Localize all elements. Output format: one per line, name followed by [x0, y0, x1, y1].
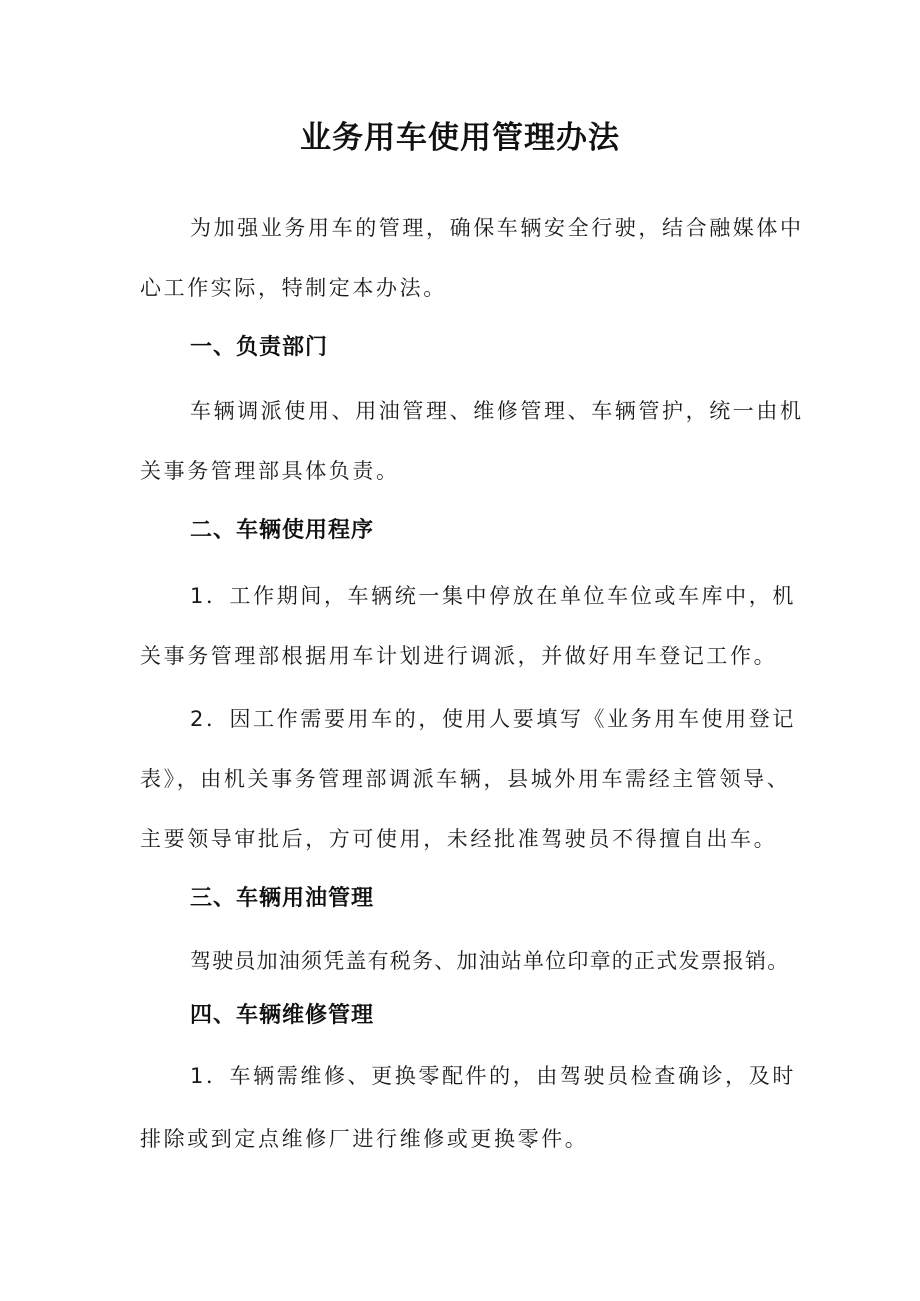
- section-1-heading: 一、负责部门: [190, 335, 329, 360]
- section-3-heading: 三、车辆用油管理: [190, 886, 375, 911]
- section-4-heading: 四、车辆维修管理: [190, 1003, 375, 1028]
- section-3-line-1: 驾驶员加油须凭盖有税务、加油站单位印章的正式发票报销。: [190, 949, 790, 973]
- section-4-item-1-line-1: 1．车辆需维修、更换零配件的，由驾驶员检查确诊，及时: [190, 1064, 796, 1088]
- section-2-item-2-line-2: 表》，由机关事务管理部调派车辆，县城外用车需经主管领导、: [140, 767, 791, 791]
- document-title: 业务用车使用管理办法: [300, 120, 620, 156]
- section-2-item-1-line-1: 1．工作期间，车辆统一集中停放在单位车位或车库中，机: [190, 584, 796, 608]
- section-1-line-2: 关事务管理部具体负责。: [140, 459, 400, 483]
- section-2-item-1-line-2: 关事务管理部根据用车计划进行调派，并做好用车登记工作。: [140, 644, 778, 668]
- section-1-line-1: 车辆调派使用、用油管理、维修管理、车辆管护，统一由机: [190, 399, 804, 423]
- intro-line-2: 心工作实际，特制定本办法。: [140, 276, 447, 300]
- section-2-item-2-line-3: 主要领导审批后，方可使用，未经批准驾驶员不得擅自出车。: [140, 827, 778, 851]
- section-2-item-2-line-1: 2．因工作需要用车的，使用人要填写《业务用车使用登记: [190, 707, 796, 731]
- section-4-item-1-line-2: 排除或到定点维修厂进行维修或更换零件。: [140, 1127, 589, 1151]
- section-2-heading: 二、车辆使用程序: [190, 518, 375, 543]
- intro-line-1: 为加强业务用车的管理，确保车辆安全行驶，结合融媒体中: [190, 216, 804, 240]
